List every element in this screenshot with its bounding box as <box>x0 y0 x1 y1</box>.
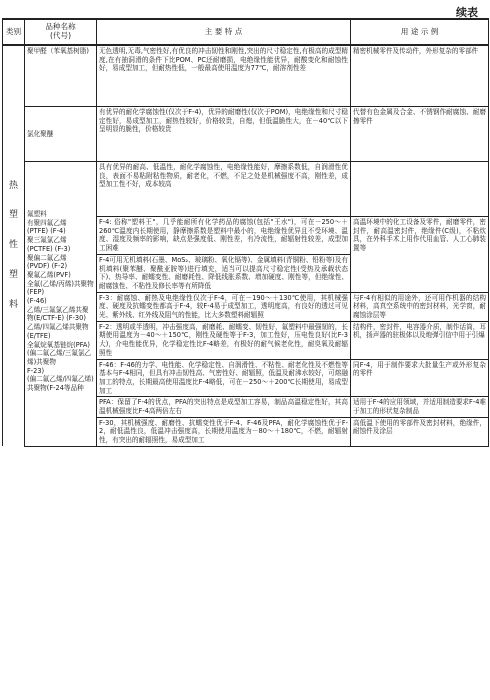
header-features: 主 要 特 点 <box>97 19 351 45</box>
features-cell: F-2：透明或半透明，冲击强度高，耐磨耗、耐蠕变、韧性好，氟塑料中最强韧的，长期使用温度为－40～＋150℃，刚性及硬性等于F-3，加工性好，压电性良好(比F-3大)，介电性能优异，化学稳定性比F-4略差，有极好的耐气候老化性，耐臭氧及耐辐照性 <box>97 321 351 359</box>
fluoroplastics-name-cell: 氟塑料 有聚四氟乙烯 (PTFE) (F-4) 聚三氟氯乙烯 (PCTFE) (F-3) 聚偏二氟乙烯 (PVDF) (F-2) 聚氟乙烯(PVF) 全氟(乙烯/丙烯)共聚物(FEP) (F-46) 乙烯/三氟氯乙烯共聚物(E/CTF-E) (F-30) 乙烯/四氟乙烯共聚物 (E/TFE) 全氟烷氧基链烷(PFA) (偏二氟乙烯/三氟氯乙烯)共聚物 F-23) (偏二氟乙烯/四氟乙烯)共聚物(F-24等品种 <box>25 162 97 447</box>
header-category: 类别 <box>3 19 25 45</box>
features-cell: 具有优异的耐高、低温性，耐化学腐蚀性，电绝缘性能好，摩擦系数低，自润滑性优良，表面不易粘附粘性物质，耐老化，不燃，不足之处是机械强度不高，刚性差，成型加工性不好，成本较高 <box>97 162 351 217</box>
header-uses: 用 途 示 例 <box>351 19 489 45</box>
uses-cell <box>351 162 489 217</box>
name-cell: 氯化聚醚 <box>25 107 97 162</box>
uses-cell: 高低温下使用的零部件及密封材料，绝缘件，耐蚀件及涂层 <box>351 417 489 446</box>
table-header-row <box>3 19 489 45</box>
table-row <box>3 107 489 162</box>
category-char: 塑 <box>8 210 18 221</box>
uses-cell: 适用于F-4的应用领域，并适用制造要求F-4难于加工的形状复杂制品 <box>351 397 489 417</box>
category-char: 塑 <box>8 270 18 281</box>
table-row <box>3 45 489 107</box>
features-cell: F-4可用无机填料(石墨、MoS₂、玻璃粉、氧化镉等)、金属填料(青铜粉、铅粉等)及有机填料(聚苯醚、聚酰亚胺等)进行填充，适当可以提高尺寸稳定性(受热及承载状态下)、热导率、耐蠕变性、耐磨耗性、降低线胀系数、增加硬度、刚性等，但绝缘性、耐腐蚀性、不粘性及修长率等有所降低 <box>97 254 351 292</box>
continued-label: 续表 <box>456 6 478 19</box>
features-cell: F-4: 俗称"塑料王"，几乎能耐所有化学药品的腐蚀(包括"王水")，可在－250～＋260℃温度内长期使用，静摩擦系数是塑料中最小的，电绝缘性优异且不受环境、温度、湿度及频率的影响，缺点是强度低、刚性差，有冷流性，耐辐射性较差，成型加工困难 <box>97 217 351 255</box>
category-cell <box>3 45 25 446</box>
features-cell: F-46：F-46的力学、电性能、化学稳定性、自润滑性、不粘性、耐老化性及不燃性等基本与F-4相同，但具有冲击韧性高、气密性好、耐辐照，低温及耐沸水较好，可熔融加工的特点，长期最高使用温度比F-4略低，可在－250～＋200℃长期使用，易成型加工 <box>97 359 351 397</box>
category-char: 料 <box>8 300 18 310</box>
features-cell: 无色透明,无毒,气密性好,有优良的冲击韧性和刚性,突出的尺寸稳定性,有极高的成型精度,在有抽洞滑的条件下比POM、PC还耐磨损，电绝缘性能优异，耐酸变化和耐蚀性好，易成型加工，但耐热性低，一般最高使用温度为77℃，耐溶剂性差 <box>97 45 351 107</box>
uses-cell: 代替有色金属及合金、不锈钢作耐腐蚀、耐磨擦零件 <box>351 107 489 162</box>
table-row <box>3 162 489 217</box>
features-cell: 有优异的耐化学腐蚀性(仅次于F-4)，优异的耐磨性(仅次于POM)，电绝缘性和尺寸稳定性好，易成型加工，耐热性较好，价格较贵，自熄，但低温脆性大，在－40℃以下呈明显的脆性，价格较贵 <box>97 107 351 162</box>
uses-cell: 高温环境中的化工设备及零件，耐磨零件，密封件，耐高温密封件，绝缘件(C级)，不粘炊具，在外科手术上用作代用血管、人工心肺装置等 <box>351 217 489 293</box>
uses-cell: 同F-4，用于制作要求大批量生产或外形复杂的零件 <box>351 359 489 397</box>
features-cell: F-3：耐腐蚀、耐热及电绝缘性仅次于F-4，可在－190～＋130℃使用，其机械强度、硬度及抗蠕变性都高于F-4，较F-4易于成型加工，透明度高，有良好的透过可见光、紫外线、红外线及阻气的性能，比大多数塑料耐辐照 <box>97 292 351 321</box>
category-char: 性 <box>8 240 18 251</box>
features-cell: F-30，其机械强度、耐磨性、抗蠕变性优于F-4、F-46及PFA，耐化学腐蚀性优于F-2，耐低温性良，低温冲击强度高，长期使用温度为－80～＋180℃，不燃，耐辐射性，有突出的耐辐照性，易成型加工 <box>97 417 351 446</box>
category-char: 热 <box>8 180 18 191</box>
uses-cell: 结构件，密封件，电容器介质，制作话筒，耳机，扬声器的驻极体以及炮弹引信中用于引爆 <box>351 321 489 359</box>
features-cell: PFA：保留了F-4的优点，PFA的突出特点是成型加工容易，制品高温稳定性好，其高温机械强度比F-4高两倍左右 <box>97 397 351 417</box>
uses-cell: 与F-4有相似的用途外，还可用作机器的结构材料，高真空系统中的密封材料，光学窗，耐腐蚀涂层等 <box>351 292 489 321</box>
header-name: 品种名称 (代号) <box>25 19 97 45</box>
uses-cell: 精密机械零件及传动件，外形复杂的零部件 <box>351 45 489 107</box>
plastics-table <box>2 18 489 447</box>
name-cell: 聚甲醛（苯氧基树脂) <box>25 45 97 107</box>
